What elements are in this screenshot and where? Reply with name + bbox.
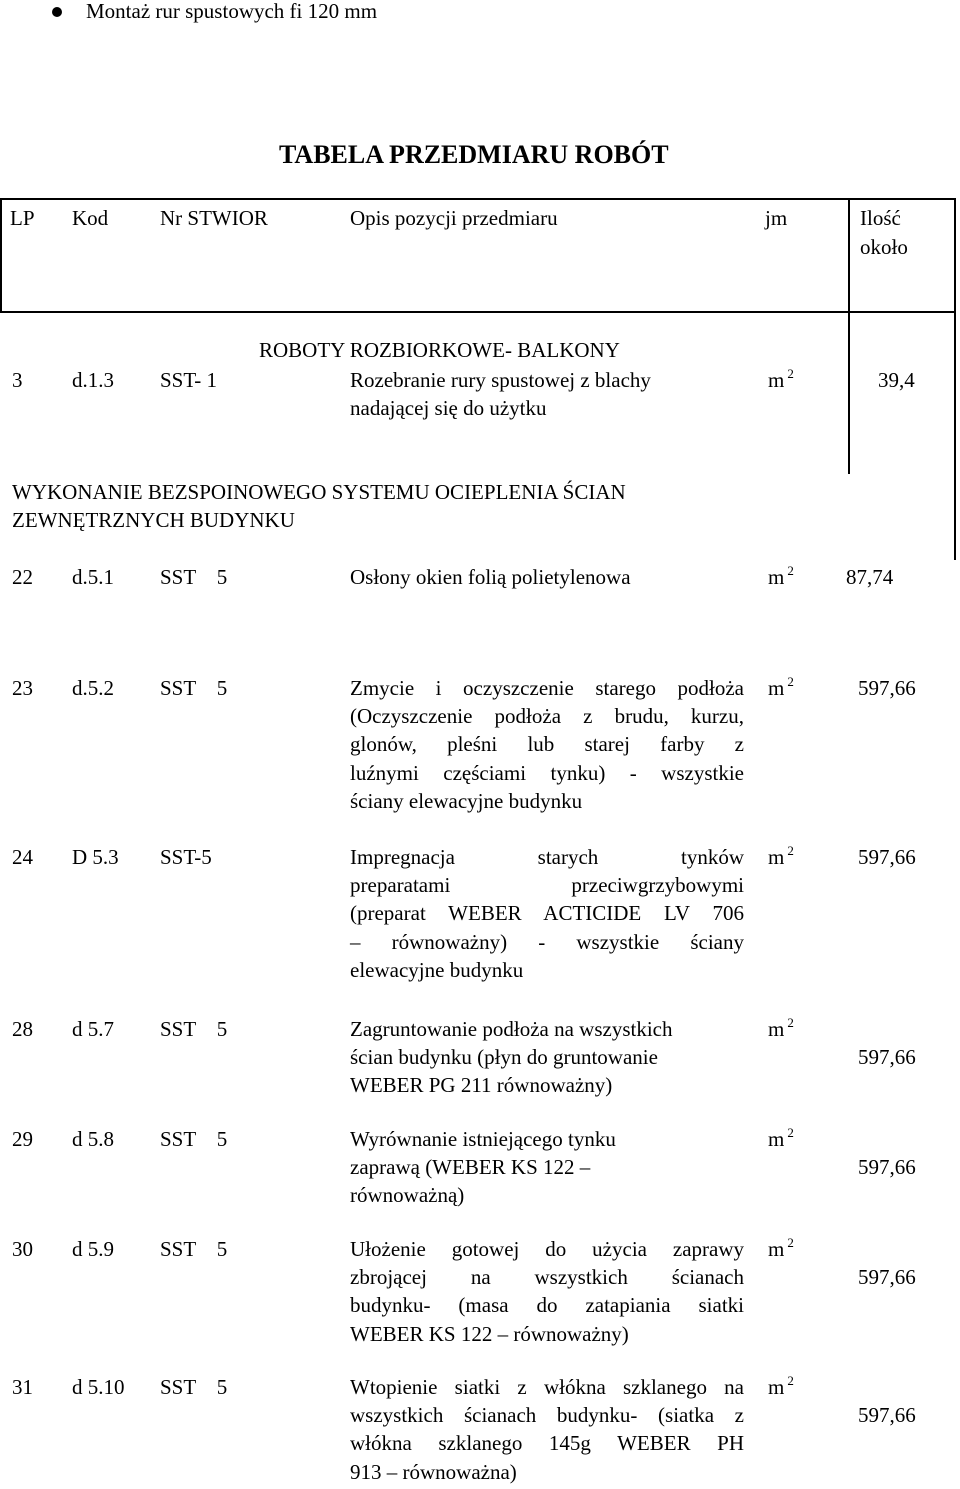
cell-nr: SST 5: [160, 1127, 228, 1151]
cell-kod: d.5.2: [72, 676, 114, 700]
cell-opis-line: ścian budynku (płyn do gruntowanie: [350, 1045, 658, 1069]
cell-nr: SST- 1: [160, 368, 218, 392]
cell-opis: Zmycie i oczyszczenie starego podłoża (Oczyszczenie podłoża z brudu, kurzu, glonów, pleśni lub starej farby z luźnymi częściami tynku) - wszystkie ściany elewacyjne budynku: [350, 676, 744, 813]
cell-kod: d 5.8: [72, 1127, 114, 1151]
header-ilosc: Ilość: [860, 206, 901, 230]
header-kod: Kod: [72, 206, 109, 230]
header-lp: LP: [10, 206, 35, 230]
cell-kod: d.1.3: [72, 368, 114, 392]
table-border-right-lower: [954, 312, 956, 560]
cell-nr: SST 5: [160, 1237, 228, 1261]
cell-opis-line: WEBER PG 211 równoważny): [350, 1073, 613, 1097]
cell-jm: m $^2$: [768, 1235, 794, 1261]
cell-jm: m $^2$: [768, 366, 794, 392]
cell-opis-line: Wyrównanie istniejącego tynku: [350, 1127, 616, 1151]
bullet-text: Montaż rur spustowych fi 120 mm: [86, 0, 378, 23]
cell-opis-line: równoważną): [350, 1183, 465, 1207]
cell-lp: 31: [12, 1375, 33, 1399]
cell-nr: SST 5: [160, 676, 228, 700]
cell-jm: m $^2$: [768, 674, 794, 700]
cell-opis-line: Rozebranie rury spustowej z blachy: [350, 368, 651, 392]
cell-nr: SST 5: [160, 565, 228, 589]
cell-lp: 23: [12, 676, 33, 700]
header-opis: Opis pozycji przedmiaru: [350, 206, 558, 230]
cell-lp: 3: [12, 368, 23, 392]
cell-kod: d 5.10: [72, 1375, 125, 1399]
cell-ilosc: 39,4: [878, 368, 915, 392]
cell-lp: 30: [12, 1237, 33, 1261]
section-title-ocieplenie: WYKONANIE BEZSPOINOWEGO SYSTEMU OCIEPLENIA ŚCIAN: [12, 480, 626, 504]
cell-opis-line: Zagruntowanie podłoża na wszystkich: [350, 1017, 673, 1041]
cell-ilosc: 87,74: [846, 565, 894, 589]
cell-jm: m $^2$: [768, 1015, 794, 1041]
cell-nr: SST-5: [160, 845, 212, 869]
table-border-right: [954, 198, 956, 312]
row-divider: [0, 311, 955, 313]
cell-jm: m $^2$: [768, 1125, 794, 1151]
cell-kod: d 5.7: [72, 1017, 114, 1041]
cell-ilosc: 597,66: [858, 1155, 916, 1179]
cell-lp: 24: [12, 845, 33, 869]
header-nr-stwior: Nr STWIOR: [160, 206, 268, 230]
header-okolo: około: [860, 235, 908, 259]
column-divider-row: [848, 312, 850, 474]
cell-jm: m $^2$: [768, 1373, 794, 1399]
column-divider-header: [848, 198, 850, 312]
cell-opis: Osłony okien folią polietylenowa: [350, 565, 631, 589]
table-border-left: [0, 198, 2, 312]
cell-opis-line: nadającej się do użytku: [350, 396, 547, 420]
cell-kod: D 5.3: [72, 845, 119, 869]
cell-kod: d 5.9: [72, 1237, 114, 1261]
cell-kod: d.5.1: [72, 565, 114, 589]
cell-opis: Ułożenie gotowej do użycia zaprawy zbrojącej na wszystkich ścianach budynku- (masa do zatapiania siatki WEBER KS 122 – równoważny): [350, 1237, 744, 1346]
section-title-ocieplenie-line2: ZEWNĘTRZNYCH BUDYNKU: [12, 508, 295, 532]
cell-ilosc: 597,66: [858, 676, 916, 700]
section-title-rozbiorkowe: ROBOTY ROZBIORKOWE- BALKONY: [259, 338, 620, 362]
page-title: TABELA PRZEDMIARU ROBÓT: [279, 140, 669, 169]
table-border-top: [0, 198, 955, 200]
cell-jm: m $^2$: [768, 843, 794, 869]
cell-opis: Impregnacja starych tynków preparatami przeciwgrzybowymi (preparat WEBER ACTICIDE LV 706 – równoważny) - wszystkie ściany elewacyjne budynku: [350, 845, 744, 982]
bullet-icon: [52, 7, 62, 17]
cell-lp: 29: [12, 1127, 33, 1151]
cell-ilosc: 597,66: [858, 845, 916, 869]
cell-lp: 22: [12, 565, 33, 589]
cell-nr: SST 5: [160, 1375, 228, 1399]
cell-nr: SST 5: [160, 1017, 228, 1041]
cell-opis: Wtopienie siatki z włókna szklanego na wszystkich ścianach budynku- (siatka z włókna szklanego 145g WEBER PH 913 – równoważna): [350, 1375, 744, 1484]
cell-lp: 28: [12, 1017, 33, 1041]
cell-ilosc: 597,66: [858, 1045, 916, 1069]
header-jm: jm: [765, 206, 788, 230]
cell-ilosc: 597,66: [858, 1403, 916, 1427]
cell-ilosc: 597,66: [858, 1265, 916, 1289]
cell-opis-line: zaprawą (WEBER KS 122 –: [350, 1155, 591, 1179]
cell-jm: m $^2$: [768, 563, 794, 589]
